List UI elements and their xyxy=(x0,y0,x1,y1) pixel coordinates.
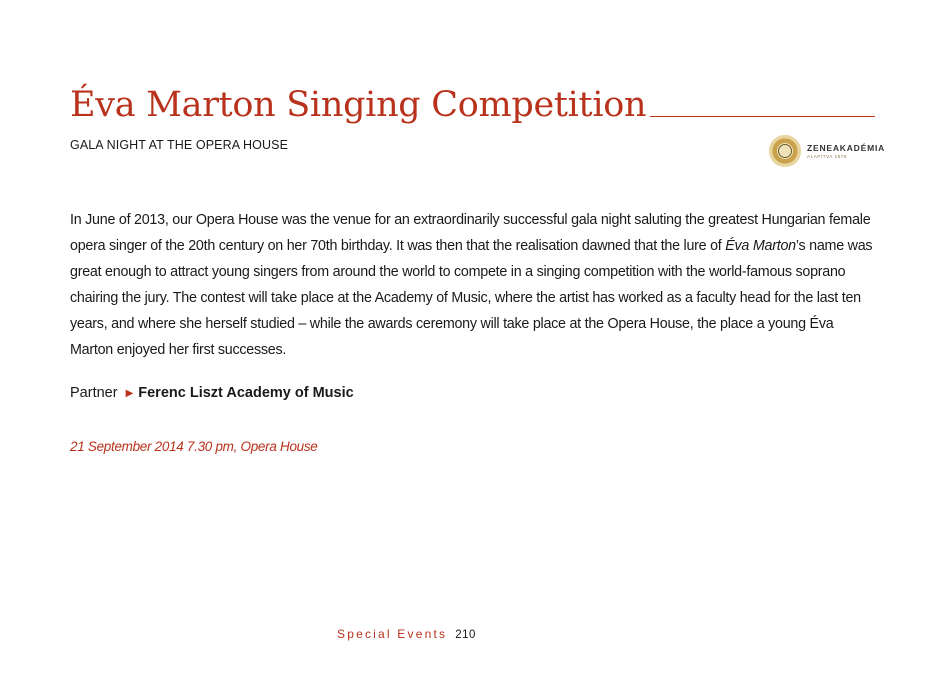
body-italic-name: Éva Marton xyxy=(725,238,796,254)
footer-section: Special Events xyxy=(337,627,448,641)
title-row xyxy=(70,85,875,125)
page-title: Éva Marton Singing Competition xyxy=(70,85,647,125)
body-text-part2: ’s name was great enough to attract young singers from around the world to compete in a singing competition with the world-famous soprano chairing the jury. The contest will take place at the Academy of Music, where the artist has worked as a faculty head for the last ten years, and where she herself studied – while the awards ceremony will take place at the Opera House, the place a young Éva Marton enjoyed her first successes. xyxy=(70,238,873,358)
partner-label: Partner xyxy=(70,385,118,401)
zeneakademia-logo xyxy=(769,135,885,167)
title-rule xyxy=(650,116,875,117)
body-paragraph xyxy=(70,207,878,363)
logo-name: ZENEAKADÉMIA xyxy=(807,143,886,153)
logo-text xyxy=(807,143,885,159)
partner-line xyxy=(70,385,354,401)
partner-name: Ferenc Liszt Academy of Music xyxy=(138,385,354,401)
seal-icon xyxy=(769,135,801,167)
triangle-arrow-icon: ▶ xyxy=(125,387,134,399)
page-footer xyxy=(337,627,476,641)
body-text-part1: In June of 2013, our Opera House was the venue for an extraordinarily successful gala night saluting the greatest Hungarian female opera singer of the 20th century on her 70th birthday. It was then that the realisation dawned that the lure of xyxy=(70,212,871,254)
event-date: 21 September 2014 7.30 pm, Opera House xyxy=(70,439,318,454)
logo-sub: ALAPÍTVA 1875 xyxy=(807,154,847,159)
page-subtitle: GALA NIGHT AT THE OPERA HOUSE xyxy=(70,138,289,152)
page-number: 210 xyxy=(455,629,476,641)
